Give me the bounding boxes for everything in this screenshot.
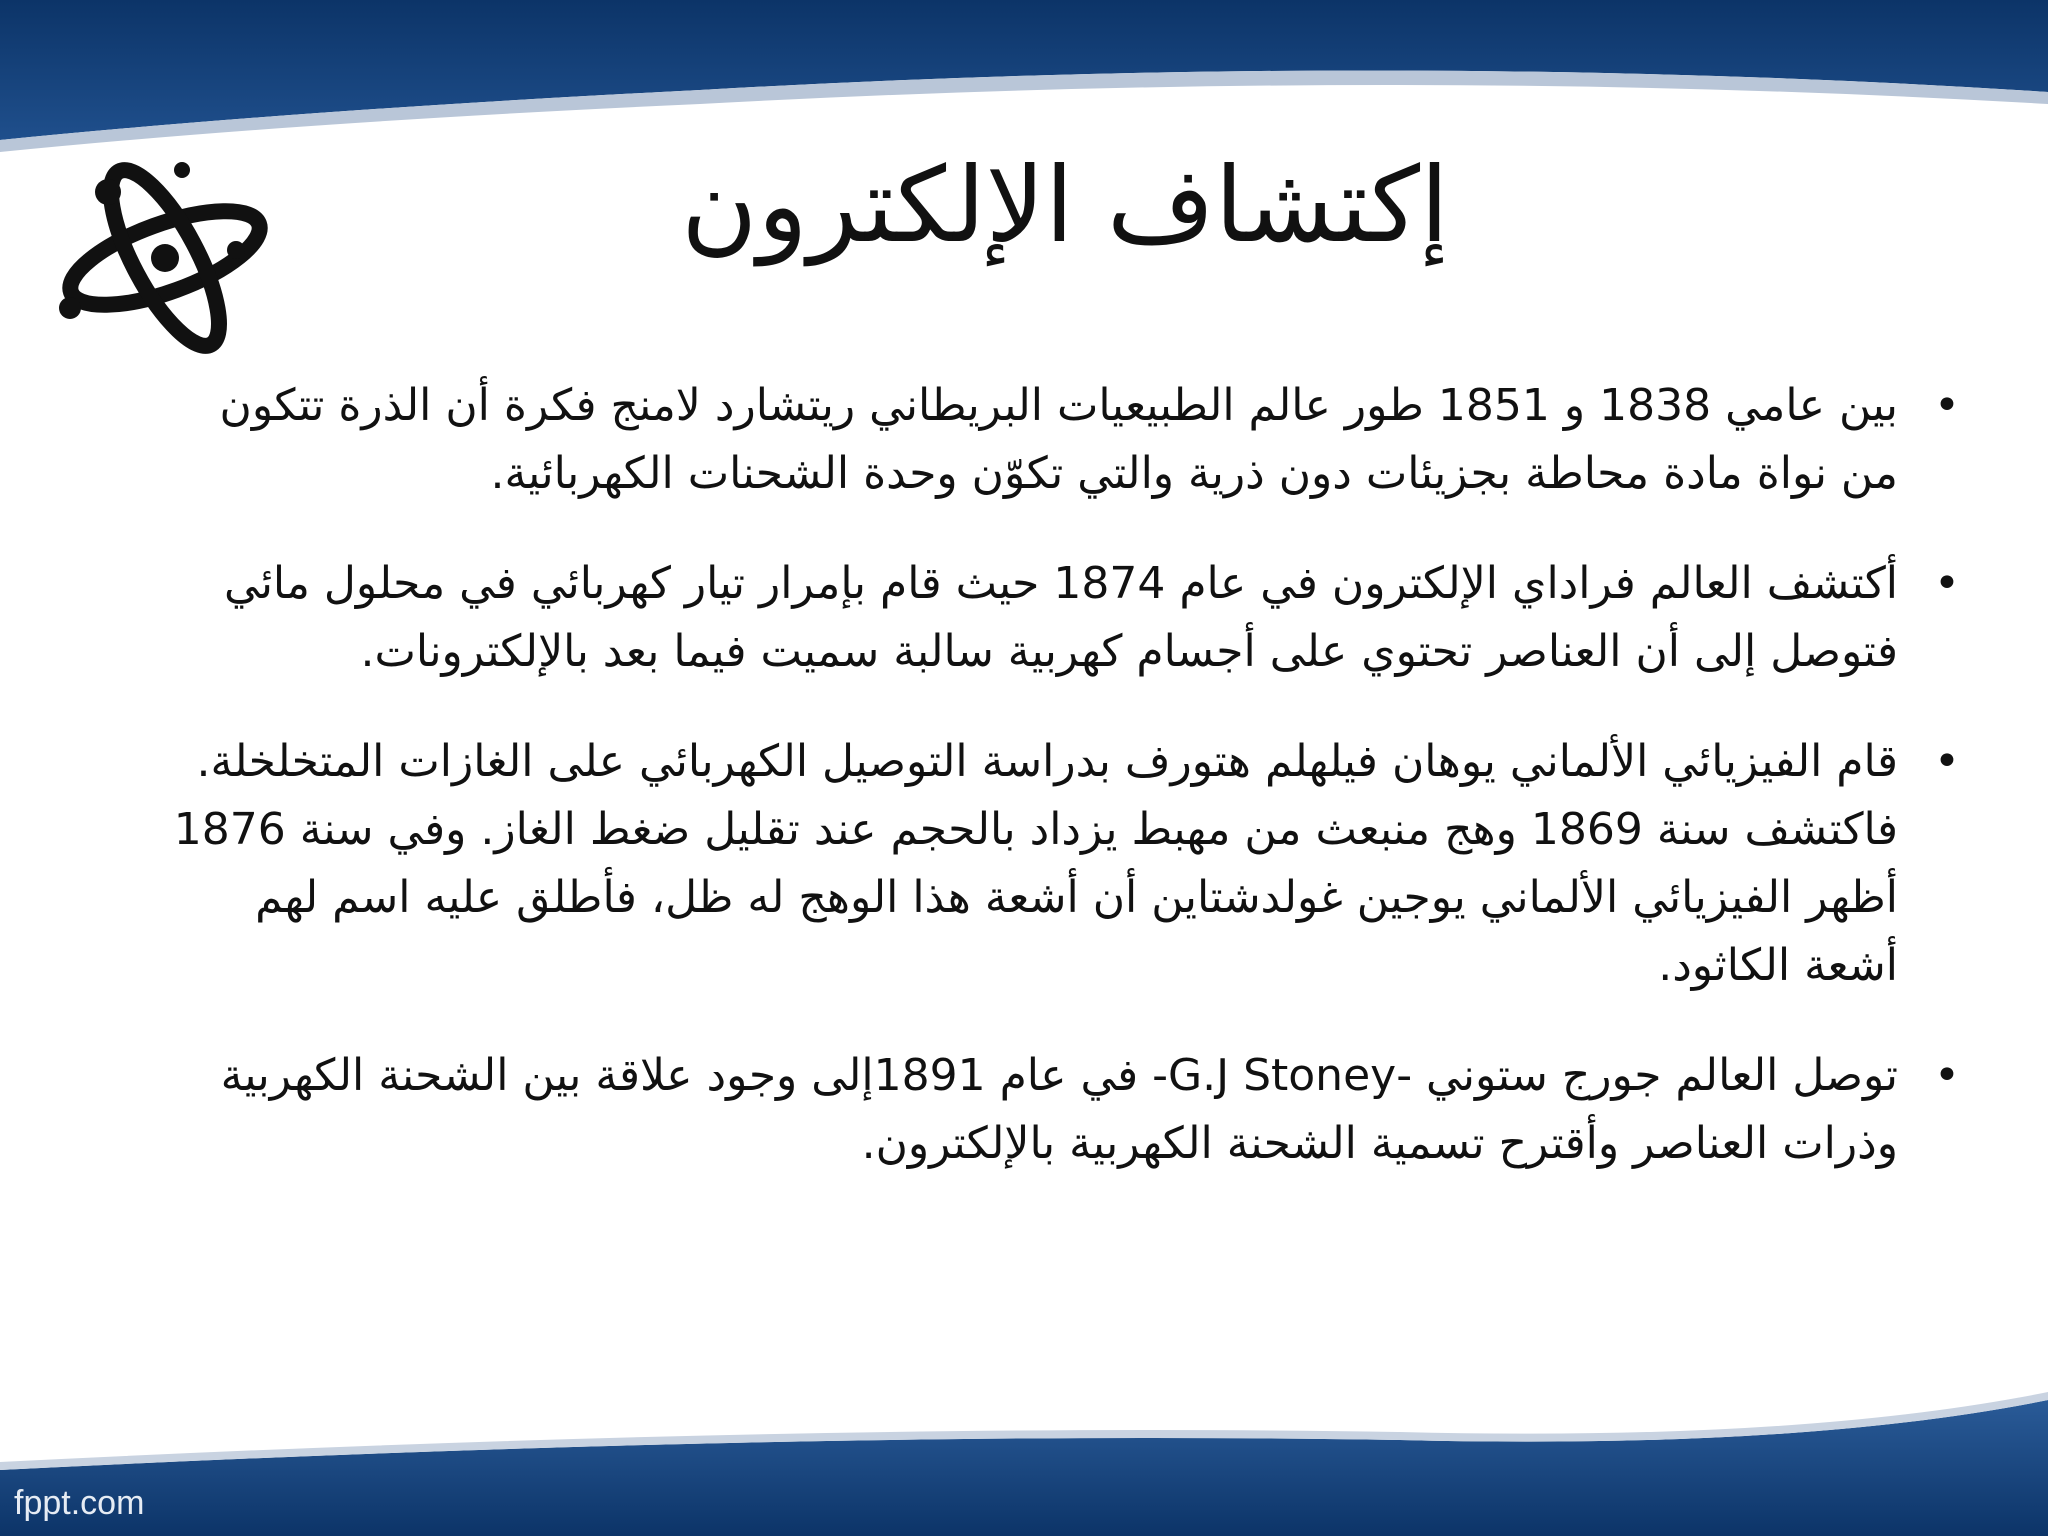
bullet-item <box>158 1042 1898 1178</box>
bullet-text: • بين عامي 1838 و 1851 طور عالم الطبيعيات البريطاني ريتشارد لامنج فكرة أن الذرة تتكون من نواة مادة محاطة بجزيئات دون ذرية والتي تكوّن وحدة الشحنات الكهربائية. <box>219 380 1898 499</box>
bullet-item <box>158 372 1898 508</box>
bullet-item <box>158 550 1898 686</box>
bullet-text: • توصل العالم جورج ستوني -G.J Stoney- في عام 1891إلى وجود علاقة بين الشحنة الكهربية وذرات العناصر وأقترح تسمية الشحنة الكهربية بالإلكترون. <box>220 1050 1898 1169</box>
bullet-text: • أكتشف العالم فراداي الإلكترون في عام 1874 حيث قام بإمرار تيار كهربائي في محلول مائي فتوصل إلى أن العناصر تحتوي على أجسام كهربية سالبة سميت فيما بعد بالإلكترونات. <box>224 558 1898 677</box>
bullet-text: • قام الفيزيائي الألماني يوهان فيلهلم هتورف بدراسة التوصيل الكهربائي على الغازات المتخلخلة. فاكتشف سنة 1869 وهج منبعث من مهبط يزداد بالحجم عند تقليل ضغط الغاز. وفي سنة 1876 أظهر الفيزيائي الألماني يوجين غولدشتاين أن أشعة هذا الوهج له ظل، فأطلق عليه اسم لهم أشعة الكاثود. <box>173 736 1898 991</box>
watermark-text: fppt.com <box>14 1484 145 1522</box>
atom-icon <box>50 140 280 370</box>
slide-title: إكتشاف الإلكترون <box>681 144 1449 266</box>
bullet-item <box>158 728 1898 1000</box>
bullet-list <box>158 372 1898 1220</box>
